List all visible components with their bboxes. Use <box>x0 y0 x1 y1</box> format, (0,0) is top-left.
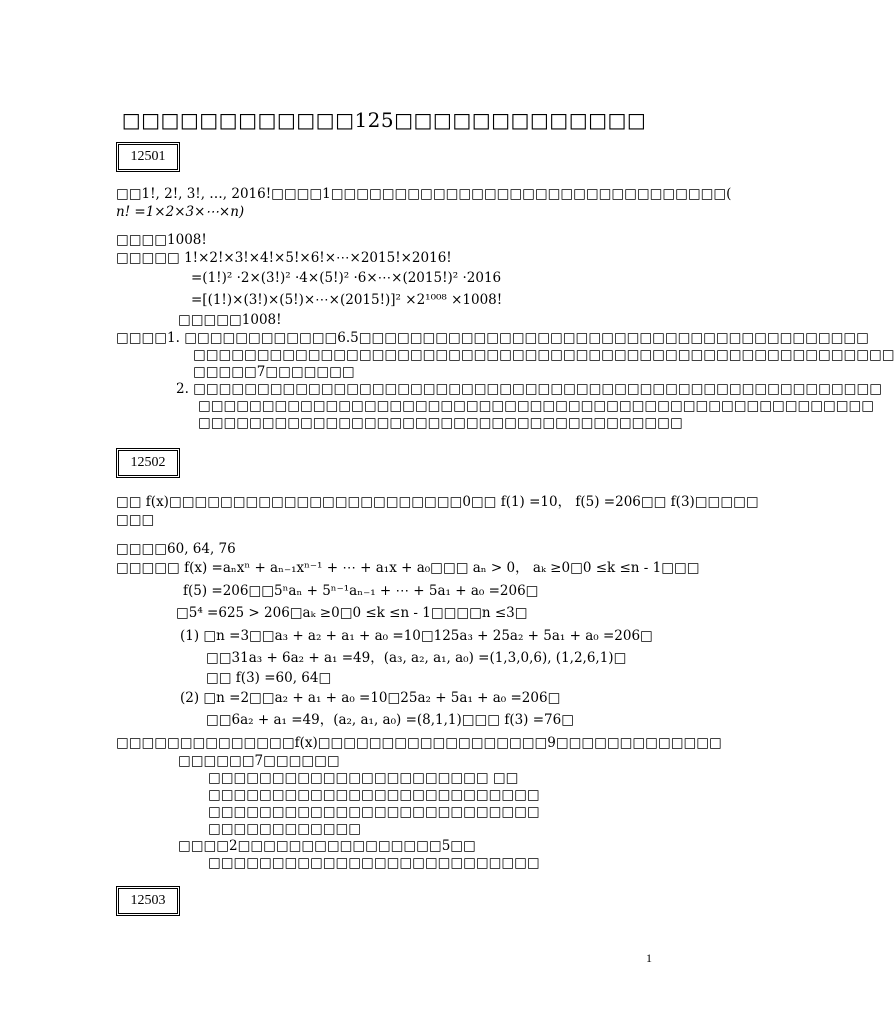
answer-line: □□□□60, 64, 76 <box>116 541 236 557</box>
solution-line: =[(1!)×(3!)×(5!)×⋯×(2015!)]² ×2¹⁰⁰⁸ ×1008! <box>191 292 503 308</box>
problem-id-box: 12502 <box>116 448 180 478</box>
note-line: □□□□1. □□□□□□□□□□□□6.5□□□□□□□□□□□□□□□□□□□□□□□□□□□□□□□□□□□□□□□□ <box>116 330 869 346</box>
note-line: □□□□□□□□□□□□□□□□□□□□□□□□□□□□□□□□□□□□□□ <box>198 415 683 431</box>
note-line: □□□□□□□□□□□□□□□□□□□□□□□□□□□□□□□□□□□□□□□□□□□□□□□□□□□□□ <box>198 398 875 414</box>
solution-line: f(5) =206□□5ⁿaₙ + 5ⁿ⁻¹aₙ₋₁ + ⋯ + 5a₁ + a₀ =206□ <box>183 583 539 599</box>
solution-line: □□□□□ f(x) =aₙxⁿ + aₙ₋₁xⁿ⁻¹ + ⋯ + a₁x + a₀□□□ aₙ > 0， aₖ ≥0□0 ≤k ≤n - 1□□□ <box>116 560 700 576</box>
solution-line: =(1!)² ·2×(3!)² ·4×(5!)² ·6×⋯×(2015!)² ·2016 <box>191 270 502 286</box>
case-line: □□ f(3) =60, 64□ <box>206 670 332 686</box>
note-line: □□□□□7□□□□□□□ <box>193 364 355 380</box>
question-line: □□□ <box>116 512 155 528</box>
case-line: □□31a₃ + 6a₂ + a₁ =49，(a₃, a₂, a₁, a₀) =(1,3,0,6), (1,2,6,1)□ <box>206 650 627 666</box>
note-line: 2. □□□□□□□□□□□□□□□□□□□□□□□□□□□□□□□□□□□□□□□□□□□□□□□□□□□□□□ <box>176 381 882 397</box>
note-line: □□□□□□□□□□□□□□□□□□□□□□ □□ <box>208 770 519 786</box>
note-line: □□□□□□□□□□□□□□f(x)□□□□□□□□□□□□□□□□□□9□□□□□□□□□□□□□ <box>116 735 722 751</box>
solution-line: □□□□□1008! <box>178 312 282 328</box>
page-title: □□□□□□□□□□□□125□□□□□□□□□□□□□ <box>121 108 647 132</box>
solution-line: □□□□□ 1!×2!×3!×4!×5!×6!×⋯×2015!×2016! <box>116 250 452 266</box>
question-line: n! =1×2×3×⋯×n) <box>116 204 245 220</box>
note-line: □□□□□□□□□□□□ <box>208 821 362 837</box>
note-line: □□□□□□7□□□□□□ <box>178 753 340 769</box>
case-line: □□6a₂ + a₁ =49，(a₂, a₁, a₀) =(8,1,1)□□□ f(3) =76□ <box>206 712 574 728</box>
note-line: □□□□□□□□□□□□□□□□□□□□□□□□□□ <box>208 804 540 820</box>
note-line: □□□□□□□□□□□□□□□□□□□□□□□□□□□□□□□□□□□□□□□□□□□□□□□□□□□□□□□ <box>193 347 895 363</box>
note-line: □□□□2□□□□□□□□□□□□□□□□5□□ <box>178 838 476 854</box>
page-number: 1 <box>646 951 652 965</box>
note-line: □□□□□□□□□□□□□□□□□□□□□□□□□□ <box>208 787 540 803</box>
question-line: □□1!, 2!, 3!, …, 2016!□□□□1□□□□□□□□□□□□□□□□□□□□□□□□□□□□□□□( <box>116 186 732 202</box>
problem-id-box: 12501 <box>116 142 180 172</box>
solution-line: □5⁴ =625 > 206□aₖ ≥0□0 ≤k ≤n - 1□□□□n ≤3□ <box>176 605 528 621</box>
answer-line: □□□□1008! <box>116 232 207 248</box>
case-line: (2) □n =2□□a₂ + a₁ + a₀ =10□25a₂ + 5a₁ + a₀ =206□ <box>180 690 561 706</box>
problem-id-box: 12503 <box>116 886 180 916</box>
case-line: (1) □n =3□□a₃ + a₂ + a₁ + a₀ =10□125a₃ + 25a₂ + 5a₁ + a₀ =206□ <box>180 628 653 644</box>
note-line: □□□□□□□□□□□□□□□□□□□□□□□□□□ <box>208 855 540 871</box>
question-line: □□ f(x)□□□□□□□□□□□□□□□□□□□□□□□0□□ f(1) =10， f(5) =206□□ f(3)□□□□□ <box>116 494 759 510</box>
